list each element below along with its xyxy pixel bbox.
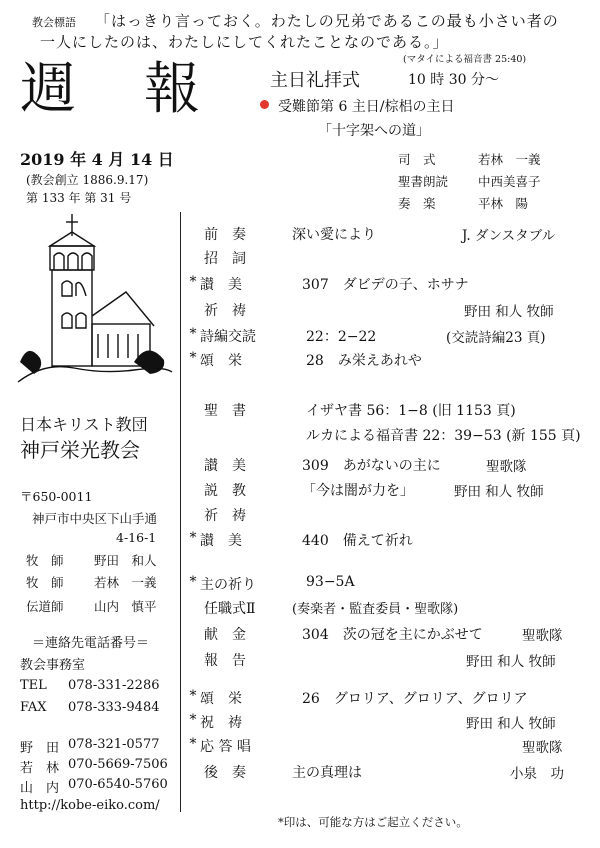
issue-number: 第 133 年 第 31 号 — [26, 191, 132, 205]
fax-number: 078-333-9484 — [68, 700, 160, 715]
order-item: 主の真理は — [292, 765, 362, 781]
address-line-2: 4-16-1 — [116, 530, 157, 545]
liturgical-sunday: 受難節第 6 主日/棕梠の主日 — [278, 99, 455, 115]
order-item: 22：2−22 — [306, 329, 377, 345]
order-label: 詩編交読 — [200, 329, 256, 345]
role-label: 司 式 — [398, 152, 436, 167]
order-person: 小泉 功 — [510, 766, 564, 782]
order-label: 後 奏 — [204, 765, 246, 781]
order-item: 26 グロリア、グロリア、グロリア — [302, 691, 528, 707]
stand-mark: * — [189, 530, 197, 546]
church-office: 教会事務室 — [20, 658, 86, 673]
service-time: 10 時 30 分～ — [408, 72, 499, 88]
phone-number: 070-5669-7506 — [68, 757, 168, 772]
sermon-theme: 「十字架への道」 — [318, 123, 430, 139]
stand-mark: * — [189, 350, 197, 366]
order-label: 応 答 唱 — [200, 739, 251, 755]
order-label: 讃 美 — [204, 458, 246, 474]
address-line-1: 神戸市中央区下山手通 — [32, 511, 158, 526]
phone-owner: 山 内 — [20, 781, 60, 796]
order-item: ルカによる福音書 22：39−53 (新 155 頁) — [306, 428, 581, 444]
order-item: (奏楽者・監査委員・聖歌隊) — [292, 602, 459, 617]
motto-line-1: 「はっきり言っておく。わたしの兄弟であるこの最も小さい者の — [95, 12, 559, 30]
order-label: 頌 栄 — [200, 691, 242, 707]
motto-source: (マタイによる福音書 25:40) — [403, 54, 527, 65]
order-item: 309 あがないの主に — [302, 458, 441, 474]
order-label: 招 詞 — [204, 251, 246, 267]
order-label: 任職式Ⅱ — [204, 601, 256, 617]
order-item: 307 ダビデの子、ホサナ — [302, 277, 469, 293]
issue-date: 2019 年 4 月 14 日 — [20, 150, 174, 169]
staff-name: 若林 一義 — [94, 575, 157, 590]
order-person: J. ダンスタブル — [462, 228, 556, 244]
role-name: 平林 陽 — [478, 196, 529, 211]
fax-label: FAX — [20, 700, 47, 715]
order-person: 野田 和人 牧師 — [454, 484, 544, 500]
order-person: 野田 和人 牧師 — [464, 304, 554, 320]
tel-number: 078-331-2286 — [68, 678, 160, 693]
order-item: 深い愛により — [292, 227, 376, 243]
role-label: 聖書朗読 — [398, 174, 449, 189]
order-person: 聖歌隊 — [486, 459, 527, 475]
order-item: 304 茨の冠を主にかぶせて — [302, 627, 483, 643]
phone-owner: 若 林 — [20, 761, 60, 776]
founded-date: (教会創立 1886.9.17) — [26, 173, 149, 187]
order-label: 聖 書 — [204, 403, 246, 419]
column-divider — [180, 212, 181, 812]
order-label: 讃 美 — [200, 533, 242, 549]
order-item: 440 備えて祈れ — [302, 533, 413, 549]
order-person: (交読詩編23 頁) — [446, 330, 546, 346]
service-name: 主日礼拝式 — [270, 70, 360, 91]
order-label: 報 告 — [204, 653, 246, 669]
church-building-icon — [14, 212, 174, 390]
church-website: http://kobe-eiko.com/ — [20, 798, 160, 813]
order-label: 前 奏 — [204, 227, 246, 243]
order-label: 讃 美 — [200, 277, 242, 293]
contact-header: ＝連絡先電話番号＝ — [32, 636, 150, 651]
tel-label: TEL — [20, 678, 47, 693]
order-item: 「今は闇が力を」 — [302, 483, 414, 499]
staff-name: 野田 和人 — [94, 553, 157, 568]
order-label: 頌 栄 — [200, 353, 242, 369]
order-person: 聖歌隊 — [522, 628, 563, 644]
order-item: イザヤ書 56：1−8 (旧 1153 頁) — [306, 403, 516, 419]
order-label: 祝 祷 — [200, 715, 242, 731]
stand-mark: * — [189, 326, 197, 342]
staff-role: 牧 師 — [26, 575, 64, 590]
denomination: 日本キリスト教団 — [20, 415, 148, 434]
stand-mark: * — [189, 274, 197, 290]
red-dot-icon — [260, 100, 269, 109]
order-label: 祈 祷 — [204, 303, 246, 319]
order-item: 93−5A — [306, 574, 355, 590]
motto-line-2: 一人にしたのは、わたしにしてくれたことなのである。」 — [40, 33, 449, 51]
order-person: 野田 和人 牧師 — [466, 716, 556, 732]
role-label: 奏 楽 — [398, 196, 436, 211]
role-name: 中西美喜子 — [478, 174, 541, 189]
motto-label: 教会標語 — [32, 16, 76, 29]
page-title: 週 報 — [20, 57, 206, 122]
stand-mark: * — [189, 712, 197, 728]
stand-mark: * — [189, 688, 197, 704]
staff-role: 牧 師 — [26, 553, 64, 568]
order-label: 献 金 — [204, 627, 246, 643]
staff-name: 山内 慎平 — [94, 599, 157, 614]
postal-code: 〒650-0011 — [20, 489, 93, 504]
stand-mark: * — [189, 574, 197, 590]
order-label: 説 教 — [204, 483, 246, 499]
church-name: 神戸栄光教会 — [20, 438, 140, 462]
phone-owner: 野 田 — [20, 741, 60, 756]
order-label: 主の祈り — [200, 577, 256, 593]
order-label: 祈 祷 — [204, 508, 246, 524]
phone-number: 078-321-0577 — [68, 737, 160, 752]
role-name: 若林 一義 — [478, 152, 541, 167]
order-person: 野田 和人 牧師 — [466, 654, 556, 670]
standing-footnote: *印は、可能な方はご起立ください。 — [278, 815, 468, 829]
order-person: 聖歌隊 — [522, 740, 563, 756]
staff-role: 伝道師 — [26, 599, 64, 614]
phone-number: 070-6540-5760 — [68, 777, 168, 792]
order-item: 28 み栄えあれや — [306, 353, 422, 369]
stand-mark: * — [189, 736, 197, 752]
